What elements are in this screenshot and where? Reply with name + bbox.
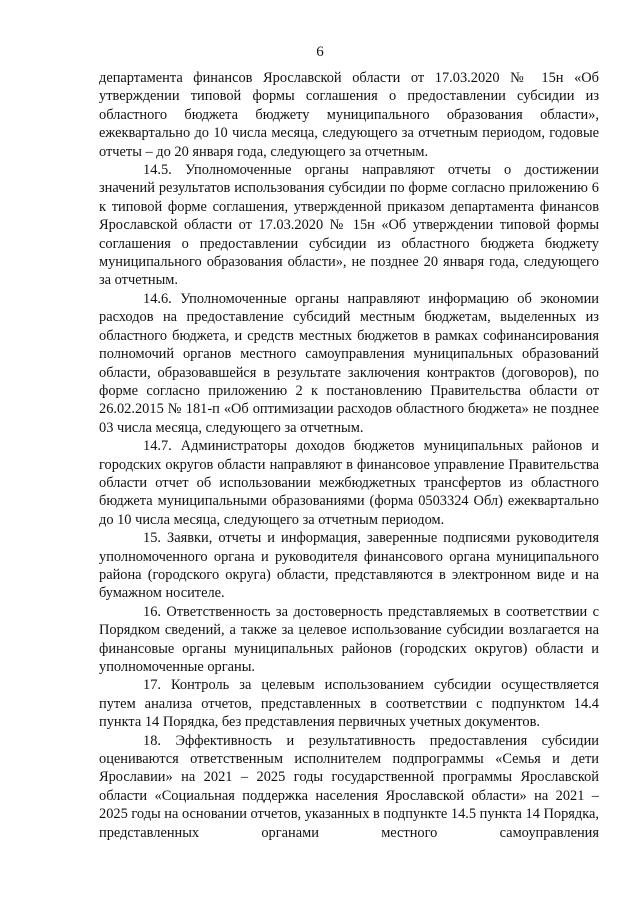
paragraph-18: 18. Эффективность и результативность предоставления субсидии оцениваются ответственным исполнителем подпрограммы «Семья и дети Ярославии» на 2021 – 2025 годы государственной программы Ярославской области «Социальная поддержка населения Ярославской области» на 2021 – 2025 годы на основании отчетов, указанных в подпункте 14.5 пункта 14 Порядка, представленных органами местного самоуправления [99,732,599,841]
page-number: 6 [316,44,324,60]
paragraph-14-7: 14.7. Администраторы доходов бюджетов муниципальных районов и городских округов области направляют в финансовое управление Правительства области отчет об использовании межбюджетных трансфертов из областного бюджета муниципальными образованиями (форма 0503324 Обл) ежеквартально до 10 числа месяца, следующего за отчетным периодом. [99,438,599,528]
paragraph-15: 15. Заявки, отчеты и информация, заверенные подписями руководителя уполномоченного органа и руководителя финансового органа муниципального района (городского округа) области, представляются в электронном виде и на бумажном носителе. [99,530,599,602]
paragraph-17: 17. Контроль за целевым использованием субсидии осуществляется путем анализа отчетов, представленных в соответствии с подпунктом 14.4 пункта 14 Порядка, без представления первичных учетных документов. [99,677,599,731]
document-body [99,69,599,842]
paragraph-14-5: 14.5. Уполномоченные органы направляют отчеты о достижении значений результатов использования субсидии по форме согласно приложению 6 к типовой форме соглашения, утвержденной приказом департамента финансов Ярославской области от 17.03.2020 № 15н «Об утверждении типовой формы соглашения о предоставлении субсидии из областного бюджета бюджету муниципального образования области», не позднее 20 января года, следующего за отчетным. [99,162,599,289]
paragraph-14-6: 14.6. Уполномоченные органы направляют информацию об экономии расходов на предоставление субсидий местным бюджетам, выделенных из областного бюджета, и средств местных бюджетов в рамках софинансирования полномочий органов местного самоуправления муниципальных образований области, образовавшейся в результате заключения контрактов (договоров), по форме согласно приложению 2 к постановлению Правительства области от 26.02.2015 № 181-п «Об оптимизации расходов областного бюджета» не позднее 03 числа месяца, следующего за отчетным. [99,290,599,436]
paragraph-16: 16. Ответственность за достоверность представляемых в соответствии с Порядком сведений, а также за целевое использование субсидии возлагается на финансовые органы муниципальных районов (городских округов) области и уполномоченные органы. [99,603,599,675]
paragraph-continuation: департамента финансов Ярославской области от 17.03.2020 № 15н «Об утверждении типовой формы соглашения о предоставлении субсидии из областного бюджета бюджету муниципального образования области», ежеквартально до 10 числа месяца, следующего за отчетным периодом, годовые отчеты – до 20 января года, следующего за отчетным. [99,70,599,160]
